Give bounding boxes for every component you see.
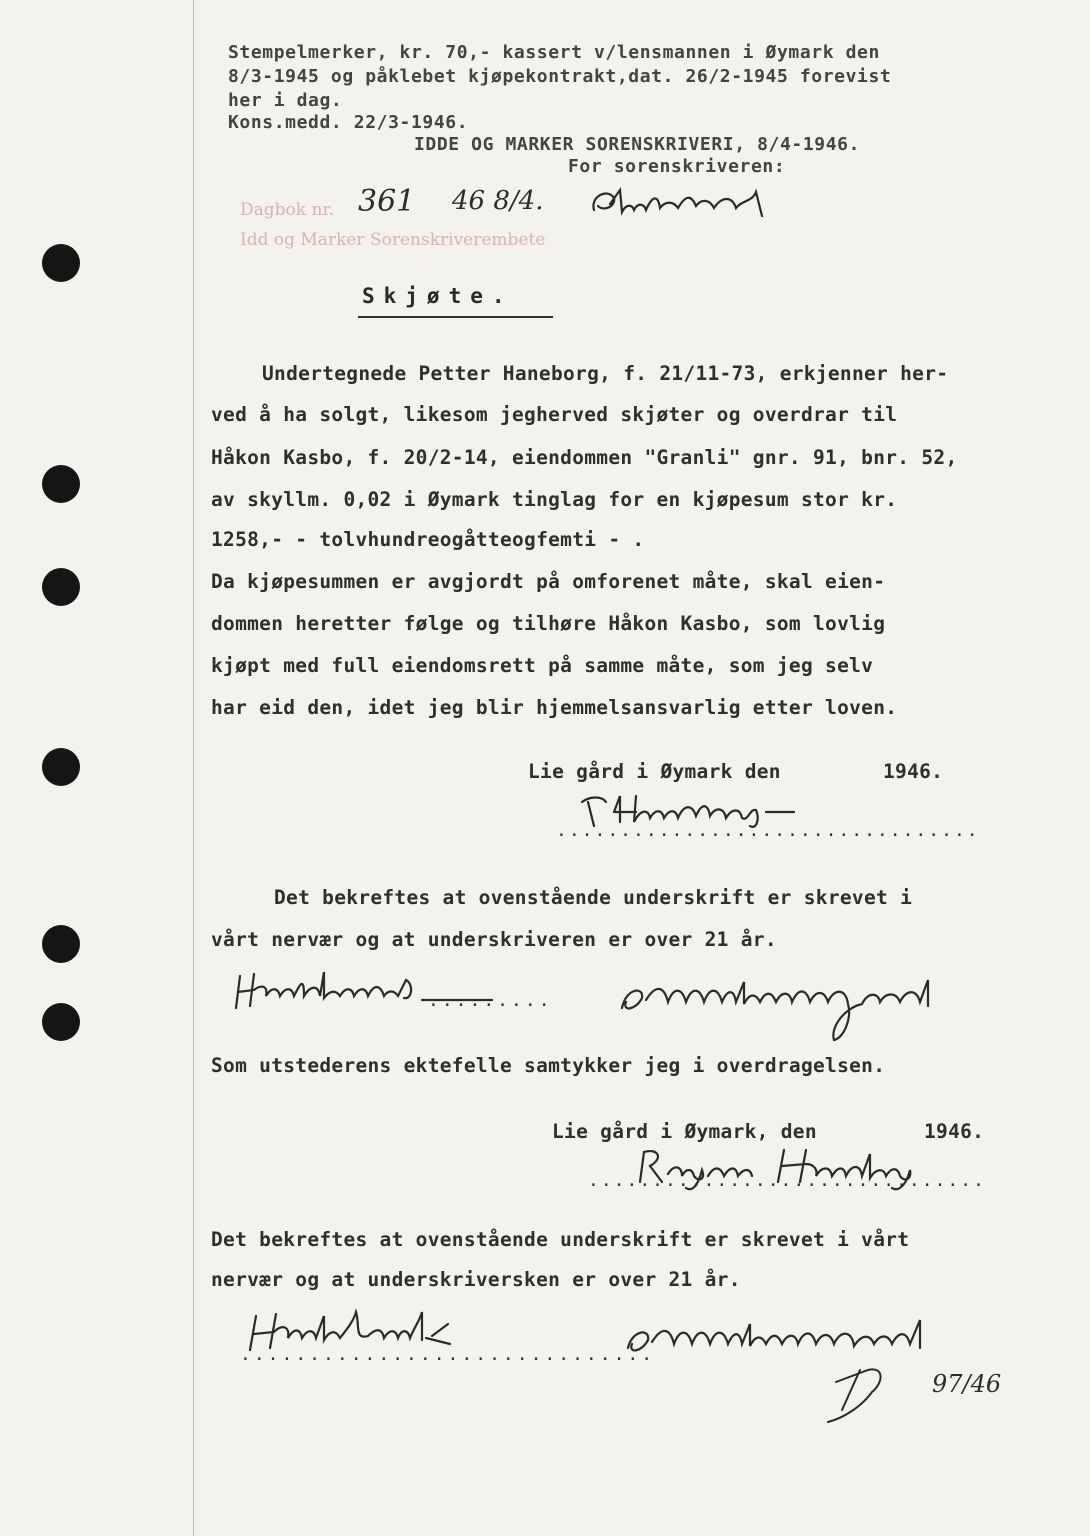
witness-line: Det bekreftes at ovenstående underskrift er skrevet i vårt [211,1228,910,1251]
consent-line: Som utstederens ektefelle samtykker jeg i overdragelsen. [211,1054,886,1077]
body-line: ved å ha solgt, likesom jegherved skjøter og overdrar til [211,403,898,426]
stamp-office: Idd og Marker Sorenskriverembete [240,230,546,250]
clerk-signature [586,182,776,226]
svg-text:.........: ......... [428,990,553,1011]
title-underline [358,316,553,318]
initials-note: 97/46 [932,1370,1002,1398]
header-line-1: Stempelmerker, kr. 70,- kassert v/lensmannen i Øymark den [228,42,880,63]
year-1: 1946. [883,760,944,783]
document-title: Skjøte. [362,284,514,308]
punch-hole [42,244,80,282]
header-line-3: her i dag. [228,90,343,111]
header-line-4: Kons.medd. 22/3-1946. [228,112,469,133]
punch-hole [42,1003,80,1041]
witness-line: nervær og at underskriversken er over 21 år. [211,1268,741,1291]
witness-line: Det bekreftes at ovenstående underskrift er skrevet i [274,886,913,909]
for-line: For sorenskriveren: [568,156,786,177]
year-2: 1946. [924,1120,985,1143]
stamp-prefix: Dagbok nr. [240,200,335,220]
body-line: har eid den, idet jeg blir hjemmelsansvarlig etter loven. [211,696,898,719]
place-date-1: Lie gård i Øymark den [528,760,781,783]
stamp-date: 46 8/4. [452,186,544,216]
office-line: IDDE OG MARKER SORENSKRIVERI, 8/4-1946. [414,134,861,155]
body-line: 1258,- - tolvhundreogåtteogfemti - . [211,528,645,551]
margin-rule [193,0,194,1536]
body-line: Undertegnede Petter Haneborg, f. 21/11-73, erkjenner her- [262,362,949,385]
punch-hole [42,748,80,786]
signature-dotted-line: ............................... [588,1170,986,1191]
punch-hole [42,568,80,606]
body-line: kjøpt med full eiendomsrett på samme måte, som jeg selv [211,654,874,677]
seller-signature [580,790,820,834]
body-line: Da kjøpesummen er avgjordt på omforenet måte, skal eien- [211,570,886,593]
svg-text:..............................: .............................. [240,1344,656,1365]
body-line: av skyllm. 0,02 i Øymark tinglag for en kjøpesum stor kr. [211,488,898,511]
place-date-2: Lie gård i Øymark, den [552,1120,817,1143]
witness-a-signature-2 [236,1306,656,1366]
body-line: Håkon Kasbo, f. 20/2-14, eiendommen "Granli" gnr. 91, bnr. 52, [211,446,958,469]
witness-a-signature [232,962,553,1018]
punch-hole [42,465,80,503]
witness-line: vårt nervær og at underskriveren er over 21 år. [211,928,777,951]
punch-hole [42,925,80,963]
signature-dotted-line: ................................. [556,820,980,841]
header-line-2: 8/3-1945 og påklebet kjøpekontrakt,dat. 26/2-1945 forevist [228,66,892,87]
body-line: dommen heretter følge og tilhøre Håkon Kasbo, som lovlig [211,612,886,635]
stamp-number: 361 [358,184,416,219]
witness-b-signature [616,968,976,1048]
spouse-signature [634,1142,944,1192]
